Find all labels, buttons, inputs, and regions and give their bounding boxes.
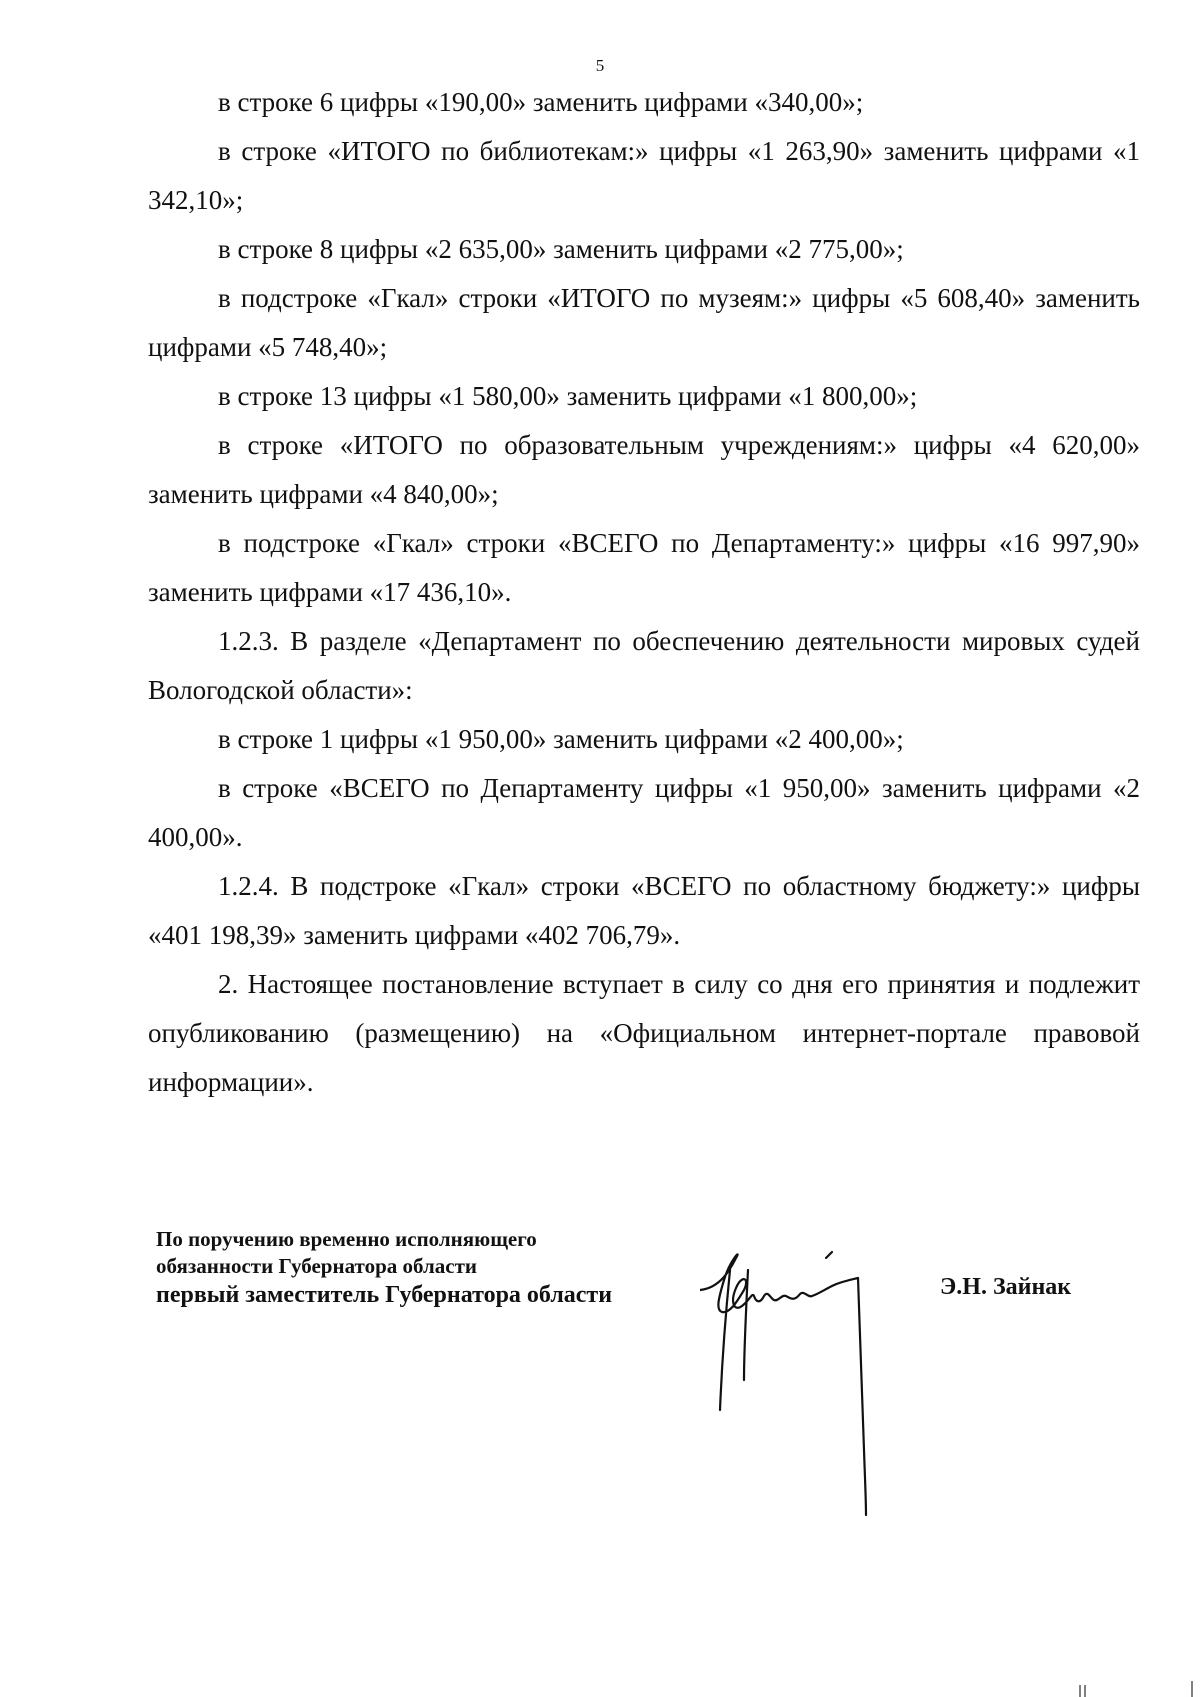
paragraph: в строке 8 цифры «2 635,00» заменить цифрами «2 775,00»; [218,234,904,264]
signer-name: Э.Н. Зайнак [940,1274,1072,1300]
paragraph: 1.2.3. В разделе «Департамент по обеспечению деятельности мировых судей Вологодской области»: [148,626,1140,705]
paragraph: в строке «ИТОГО по библиотекам:» цифры «1 263,90» заменить цифрами «1 342,10»; [148,136,1140,215]
signatory-authority-line-1: По поручению временно исполняющего [156,1227,537,1251]
paragraph: в подстроке «Гкал» строки «ИТОГО по музеям:» цифры «5 608,40» заменить цифрами «5 748,40»; [148,283,1140,362]
page-number: 5 [595,56,605,75]
signatory-authority-line-2: обязанности Губернатора области [156,1254,477,1278]
paragraph: в строке 6 цифры «190,00» заменить цифрами «340,00»; [218,87,864,117]
signature-block [156,1226,612,1310]
paragraph: в строке «ИТОГО по образовательным учреждениям:» цифры «4 620,00» заменить цифрами «4 840,00»; [148,430,1140,509]
scan-artifact-marks [1060,1677,1200,1697]
paragraph: в строке 13 цифры «1 580,00» заменить цифрами «1 800,00»; [218,381,918,411]
paragraph: 2. Настоящее постановление вступает в силу со дня его принятия и подлежит опубликованию (размещению) на «Официальном интернет-портале правовой информации». [148,969,1140,1097]
paragraph: в строке 1 цифры «1 950,00» заменить цифрами «2 400,00»; [218,724,904,754]
document-body [148,78,1140,1107]
handwritten-signature [700,1250,920,1520]
paragraph: 1.2.4. В подстроке «Гкал» строки «ВСЕГО по областному бюджету:» цифры «401 198,39» заменить цифрами «402 706,79». [148,871,1140,950]
signatory-position: первый заместитель Губернатора области [156,1282,613,1308]
paragraph: в подстроке «Гкал» строки «ВСЕГО по Департаменту:» цифры «16 997,90» заменить цифрами «17 436,10». [148,528,1140,607]
paragraph: в строке «ВСЕГО по Департаменту цифры «1 950,00» заменить цифрами «2 400,00». [148,773,1140,852]
